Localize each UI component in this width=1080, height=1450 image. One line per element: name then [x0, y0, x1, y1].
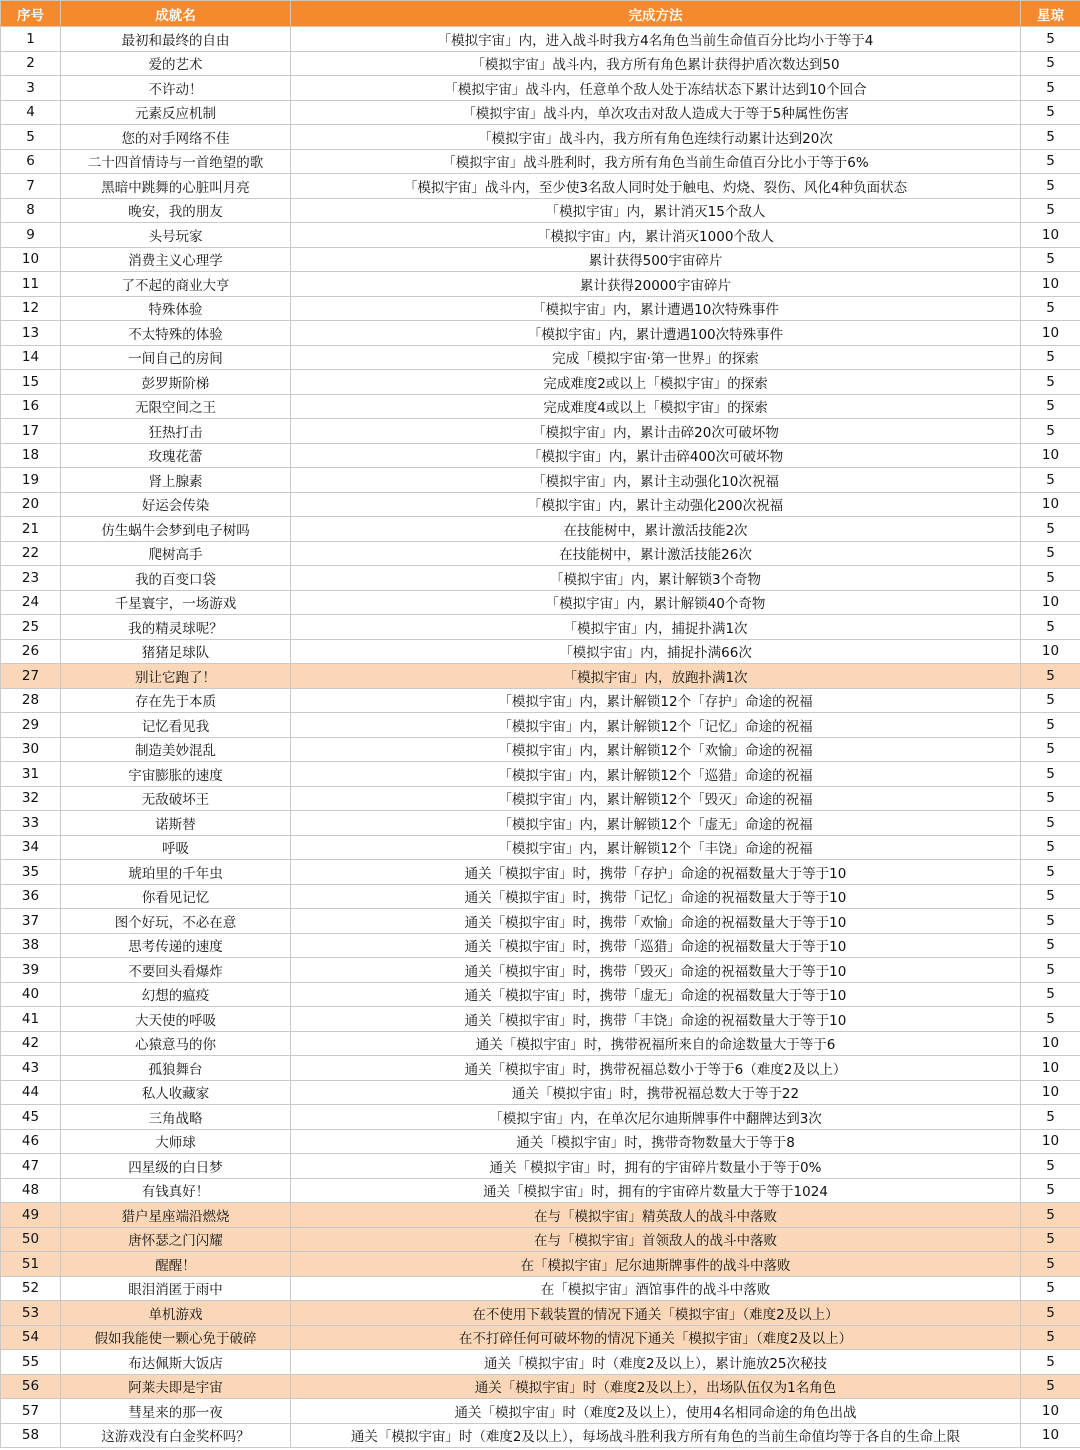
stellar-jade-reward: 10	[1021, 1031, 1080, 1056]
row-number: 56	[1, 1374, 61, 1399]
achievement-name: 这游戏没有白金奖杯吗？	[61, 1423, 291, 1448]
stellar-jade-reward: 10	[1021, 1423, 1080, 1448]
row-number: 50	[1, 1227, 61, 1252]
stellar-jade-reward: 10	[1021, 1399, 1080, 1424]
stellar-jade-reward: 5	[1021, 1252, 1080, 1277]
row-number: 28	[1, 688, 61, 713]
completion-method: 完成「模拟宇宙·第一世界」的探索	[291, 345, 1021, 370]
completion-method: 「模拟宇宙」内，累计解锁3个奇物	[291, 566, 1021, 591]
stellar-jade-reward: 5	[1021, 811, 1080, 836]
table-row	[1, 1129, 1080, 1154]
stellar-jade-reward: 5	[1021, 884, 1080, 909]
achievement-name: 头号玩家	[61, 223, 291, 248]
table-row	[1, 615, 1080, 640]
completion-method: 通关「模拟宇宙」时，携带奇物数量大于等于8	[291, 1129, 1021, 1154]
achievement-name: 不太特殊的体验	[61, 321, 291, 346]
stellar-jade-reward: 5	[1021, 296, 1080, 321]
completion-method: 完成难度2或以上「模拟宇宙」的探索	[291, 370, 1021, 395]
table-row	[1, 296, 1080, 321]
stellar-jade-reward: 5	[1021, 566, 1080, 591]
row-number: 36	[1, 884, 61, 909]
row-number: 40	[1, 982, 61, 1007]
row-number: 16	[1, 394, 61, 419]
stellar-jade-reward: 5	[1021, 1276, 1080, 1301]
completion-method: 「模拟宇宙」内，累计解锁12个「丰饶」命途的祝福	[291, 835, 1021, 860]
table-row	[1, 1007, 1080, 1032]
achievement-name: 彗星来的那一夜	[61, 1399, 291, 1424]
stellar-jade-reward: 5	[1021, 615, 1080, 640]
completion-method: 「模拟宇宙」战斗内，单次攻击对敌人造成大于等于5种属性伤害	[291, 100, 1021, 125]
table-row	[1, 713, 1080, 738]
completion-method: 通关「模拟宇宙」时（难度2及以上），使用4名相同命途的角色出战	[291, 1399, 1021, 1424]
completion-method: 「模拟宇宙」内，累计消灭1000个敌人	[291, 223, 1021, 248]
row-number: 45	[1, 1105, 61, 1130]
row-number: 51	[1, 1252, 61, 1277]
stellar-jade-reward: 10	[1021, 639, 1080, 664]
completion-method: 在技能树中，累计激活技能26次	[291, 541, 1021, 566]
completion-method: 「模拟宇宙」内，累计解锁40个奇物	[291, 590, 1021, 615]
row-number: 8	[1, 198, 61, 223]
row-number: 35	[1, 860, 61, 885]
table-row	[1, 860, 1080, 885]
achievement-name: 幻想的瘟疫	[61, 982, 291, 1007]
completion-method: 通关「模拟宇宙」时，携带祝福总数小于等于6（难度2及以上）	[291, 1056, 1021, 1081]
row-number: 48	[1, 1178, 61, 1203]
completion-method: 「模拟宇宙」内，累计主动强化10次祝福	[291, 468, 1021, 493]
row-number: 42	[1, 1031, 61, 1056]
table-row	[1, 100, 1080, 125]
completion-method: 通关「模拟宇宙」时，携带「丰饶」命途的祝福数量大于等于10	[291, 1007, 1021, 1032]
row-number: 46	[1, 1129, 61, 1154]
row-number: 6	[1, 149, 61, 174]
table-row	[1, 541, 1080, 566]
achievement-name: 彭罗斯阶梯	[61, 370, 291, 395]
completion-method: 通关「模拟宇宙」时，携带「毁灭」命途的祝福数量大于等于10	[291, 958, 1021, 983]
table-row	[1, 1252, 1080, 1277]
achievement-name: 眼泪消匿于雨中	[61, 1276, 291, 1301]
achievement-name: 唐怀瑟之门闪耀	[61, 1227, 291, 1252]
table-row	[1, 517, 1080, 542]
table-row	[1, 566, 1080, 591]
achievement-name: 四星级的白日梦	[61, 1154, 291, 1179]
table-row	[1, 51, 1080, 76]
stellar-jade-reward: 5	[1021, 737, 1080, 762]
row-number: 27	[1, 664, 61, 689]
table-row	[1, 1301, 1080, 1326]
stellar-jade-reward: 5	[1021, 125, 1080, 150]
row-number: 26	[1, 639, 61, 664]
completion-method: 通关「模拟宇宙」时，携带「存护」命途的祝福数量大于等于10	[291, 860, 1021, 885]
achievement-name: 心猿意马的你	[61, 1031, 291, 1056]
row-number: 37	[1, 909, 61, 934]
achievement-name: 不许动！	[61, 76, 291, 101]
achievement-name: 醒醒！	[61, 1252, 291, 1277]
achievement-name: 无敌破坏王	[61, 786, 291, 811]
table-row	[1, 1227, 1080, 1252]
completion-method: 通关「模拟宇宙」时，拥有的宇宙碎片数量大于等于1024	[291, 1178, 1021, 1203]
completion-method: 通关「模拟宇宙」时，携带「记忆」命途的祝福数量大于等于10	[291, 884, 1021, 909]
row-number: 34	[1, 835, 61, 860]
stellar-jade-reward: 10	[1021, 272, 1080, 297]
header-number: 序号	[1, 1, 61, 27]
achievement-name: 有钱真好！	[61, 1178, 291, 1203]
table-row	[1, 1154, 1080, 1179]
row-number: 30	[1, 737, 61, 762]
achievement-name: 您的对手网络不佳	[61, 125, 291, 150]
completion-method: 在与「模拟宇宙」首领敌人的战斗中落败	[291, 1227, 1021, 1252]
stellar-jade-reward: 5	[1021, 982, 1080, 1007]
completion-method: 「模拟宇宙」战斗内，我方所有角色连续行动累计达到20次	[291, 125, 1021, 150]
achievement-name: 琥珀里的千年虫	[61, 860, 291, 885]
completion-method: 「模拟宇宙」战斗内，任意单个敌人处于冻结状态下累计达到10个回合	[291, 76, 1021, 101]
table-row	[1, 198, 1080, 223]
table-row	[1, 419, 1080, 444]
row-number: 1	[1, 27, 61, 52]
row-number: 12	[1, 296, 61, 321]
achievement-name: 肾上腺素	[61, 468, 291, 493]
table-row	[1, 786, 1080, 811]
completion-method: 通关「模拟宇宙」时，携带「欢愉」命途的祝福数量大于等于10	[291, 909, 1021, 934]
row-number: 22	[1, 541, 61, 566]
completion-method: 通关「模拟宇宙」时（难度2及以上），每场战斗胜利我方所有角色的当前生命值均等于各自的生命上限	[291, 1423, 1021, 1448]
table-row	[1, 174, 1080, 199]
achievement-name: 黑暗中跳舞的心脏叫月亮	[61, 174, 291, 199]
completion-method: 在技能树中，累计激活技能2次	[291, 517, 1021, 542]
stellar-jade-reward: 5	[1021, 860, 1080, 885]
stellar-jade-reward: 10	[1021, 590, 1080, 615]
table-row	[1, 1325, 1080, 1350]
stellar-jade-reward: 10	[1021, 321, 1080, 346]
stellar-jade-reward: 5	[1021, 419, 1080, 444]
achievement-name: 私人收藏家	[61, 1080, 291, 1105]
completion-method: 在「模拟宇宙」尼尔迪斯牌事件的战斗中落败	[291, 1252, 1021, 1277]
completion-method: 累计获得500宇宙碎片	[291, 247, 1021, 272]
achievement-name: 我的精灵球呢？	[61, 615, 291, 640]
stellar-jade-reward: 5	[1021, 394, 1080, 419]
stellar-jade-reward: 5	[1021, 76, 1080, 101]
table-row	[1, 443, 1080, 468]
row-number: 25	[1, 615, 61, 640]
row-number: 32	[1, 786, 61, 811]
achievement-name: 不要回头看爆炸	[61, 958, 291, 983]
row-number: 29	[1, 713, 61, 738]
header-completion-method: 完成方法	[291, 1, 1021, 27]
stellar-jade-reward: 5	[1021, 345, 1080, 370]
achievement-name: 存在先于本质	[61, 688, 291, 713]
achievement-name: 布达佩斯大饭店	[61, 1350, 291, 1375]
row-number: 3	[1, 76, 61, 101]
row-number: 55	[1, 1350, 61, 1375]
table-row	[1, 492, 1080, 517]
completion-method: 「模拟宇宙」战斗内，我方所有角色累计获得护盾次数达到50	[291, 51, 1021, 76]
completion-method: 通关「模拟宇宙」时，携带「虚无」命途的祝福数量大于等于10	[291, 982, 1021, 1007]
completion-method: 通关「模拟宇宙」时，携带祝福所来自的命途数量大于等于6	[291, 1031, 1021, 1056]
achievement-name: 狂热打击	[61, 419, 291, 444]
row-number: 23	[1, 566, 61, 591]
achievement-name: 好运会传染	[61, 492, 291, 517]
stellar-jade-reward: 5	[1021, 933, 1080, 958]
table-row	[1, 909, 1080, 934]
stellar-jade-reward: 5	[1021, 1227, 1080, 1252]
table-row	[1, 737, 1080, 762]
completion-method: 「模拟宇宙」内，累计解锁12个「存护」命途的祝福	[291, 688, 1021, 713]
table-row	[1, 982, 1080, 1007]
achievement-name: 最初和最终的自由	[61, 27, 291, 52]
table-row	[1, 223, 1080, 248]
stellar-jade-reward: 5	[1021, 664, 1080, 689]
achievement-name: 千星寰宇，一场游戏	[61, 590, 291, 615]
completion-method: 「模拟宇宙」内，捕捉扑满1次	[291, 615, 1021, 640]
achievement-name: 爱的艺术	[61, 51, 291, 76]
table-row	[1, 1350, 1080, 1375]
stellar-jade-reward: 5	[1021, 541, 1080, 566]
table-row	[1, 811, 1080, 836]
table-row	[1, 1374, 1080, 1399]
row-number: 58	[1, 1423, 61, 1448]
completion-method: 在「模拟宇宙」酒馆事件的战斗中落败	[291, 1276, 1021, 1301]
table-row	[1, 125, 1080, 150]
achievement-name: 特殊体验	[61, 296, 291, 321]
header-row	[1, 1, 1080, 27]
stellar-jade-reward: 5	[1021, 1203, 1080, 1228]
table-row	[1, 468, 1080, 493]
completion-method: 「模拟宇宙」内，累计解锁12个「毁灭」命途的祝福	[291, 786, 1021, 811]
achievement-name: 玫瑰花蕾	[61, 443, 291, 468]
completion-method: 「模拟宇宙」内，累计主动强化200次祝福	[291, 492, 1021, 517]
row-number: 47	[1, 1154, 61, 1179]
completion-method: 「模拟宇宙」内，捕捉扑满66次	[291, 639, 1021, 664]
table-row	[1, 958, 1080, 983]
stellar-jade-reward: 5	[1021, 149, 1080, 174]
row-number: 5	[1, 125, 61, 150]
stellar-jade-reward: 5	[1021, 1350, 1080, 1375]
stellar-jade-reward: 10	[1021, 1129, 1080, 1154]
achievement-name: 二十四首情诗与一首绝望的歌	[61, 149, 291, 174]
row-number: 21	[1, 517, 61, 542]
stellar-jade-reward: 5	[1021, 247, 1080, 272]
stellar-jade-reward: 5	[1021, 1325, 1080, 1350]
stellar-jade-reward: 5	[1021, 1105, 1080, 1130]
row-number: 53	[1, 1301, 61, 1326]
table-row	[1, 76, 1080, 101]
table-row	[1, 27, 1080, 52]
completion-method: 「模拟宇宙」内，累计解锁12个「巡猎」命途的祝福	[291, 762, 1021, 787]
table-row	[1, 664, 1080, 689]
completion-method: 「模拟宇宙」战斗胜利时，我方所有角色当前生命值百分比小于等于6%	[291, 149, 1021, 174]
table-row	[1, 1056, 1080, 1081]
completion-method: 通关「模拟宇宙」时，携带祝福总数大于等于22	[291, 1080, 1021, 1105]
stellar-jade-reward: 5	[1021, 27, 1080, 52]
achievement-name: 宇宙膨胀的速度	[61, 762, 291, 787]
stellar-jade-reward: 5	[1021, 786, 1080, 811]
table-row	[1, 590, 1080, 615]
achievement-name: 消费主义心理学	[61, 247, 291, 272]
completion-method: 累计获得20000宇宙碎片	[291, 272, 1021, 297]
row-number: 4	[1, 100, 61, 125]
achievement-name: 无限空间之王	[61, 394, 291, 419]
row-number: 2	[1, 51, 61, 76]
stellar-jade-reward: 5	[1021, 468, 1080, 493]
stellar-jade-reward: 10	[1021, 443, 1080, 468]
completion-method: 通关「模拟宇宙」时，拥有的宇宙碎片数量小于等于0%	[291, 1154, 1021, 1179]
completion-method: 「模拟宇宙」内，累计遭遇10次特殊事件	[291, 296, 1021, 321]
row-number: 39	[1, 958, 61, 983]
achievement-name: 单机游戏	[61, 1301, 291, 1326]
row-number: 11	[1, 272, 61, 297]
table-row	[1, 1031, 1080, 1056]
row-number: 19	[1, 468, 61, 493]
stellar-jade-reward: 5	[1021, 713, 1080, 738]
achievement-name: 了不起的商业大亨	[61, 272, 291, 297]
achievement-name: 大天使的呼吸	[61, 1007, 291, 1032]
row-number: 10	[1, 247, 61, 272]
row-number: 33	[1, 811, 61, 836]
achievement-name: 爬树高手	[61, 541, 291, 566]
table-row	[1, 835, 1080, 860]
row-number: 57	[1, 1399, 61, 1424]
row-number: 43	[1, 1056, 61, 1081]
achievement-name: 一间自己的房间	[61, 345, 291, 370]
completion-method: 「模拟宇宙」内，在单次尼尔迪斯牌事件中翻牌达到3次	[291, 1105, 1021, 1130]
row-number: 17	[1, 419, 61, 444]
completion-method: 「模拟宇宙」战斗内，至少使3名敌人同时处于触电、灼烧、裂伤、风化4种负面状态	[291, 174, 1021, 199]
stellar-jade-reward: 5	[1021, 1374, 1080, 1399]
stellar-jade-reward: 5	[1021, 835, 1080, 860]
row-number: 24	[1, 590, 61, 615]
table-row	[1, 884, 1080, 909]
achievement-name: 思考传递的速度	[61, 933, 291, 958]
row-number: 9	[1, 223, 61, 248]
table-row	[1, 1276, 1080, 1301]
achievement-name: 我的百变口袋	[61, 566, 291, 591]
table-row	[1, 688, 1080, 713]
stellar-jade-reward: 5	[1021, 1007, 1080, 1032]
table-row	[1, 1399, 1080, 1424]
table-row	[1, 272, 1080, 297]
stellar-jade-reward: 5	[1021, 688, 1080, 713]
completion-method: 「模拟宇宙」内，累计解锁12个「欢愉」命途的祝福	[291, 737, 1021, 762]
stellar-jade-reward: 5	[1021, 100, 1080, 125]
achievement-name: 假如我能使一颗心免于破碎	[61, 1325, 291, 1350]
table-row	[1, 149, 1080, 174]
stellar-jade-reward: 5	[1021, 198, 1080, 223]
row-number: 49	[1, 1203, 61, 1228]
completion-method: 「模拟宇宙」内，进入战斗时我方4名角色当前生命值百分比均小于等于4	[291, 27, 1021, 52]
header-achievement-name: 成就名	[61, 1, 291, 27]
table-row	[1, 394, 1080, 419]
stellar-jade-reward: 5	[1021, 1301, 1080, 1326]
header-stellar-jade: 星琼	[1021, 1, 1080, 27]
completion-method: 「模拟宇宙」内，放跑扑满1次	[291, 664, 1021, 689]
completion-method: 通关「模拟宇宙」时（难度2及以上），出场队伍仅为1名角色	[291, 1374, 1021, 1399]
achievement-name: 猪猪足球队	[61, 639, 291, 664]
stellar-jade-reward: 5	[1021, 909, 1080, 934]
stellar-jade-reward: 5	[1021, 762, 1080, 787]
table-row	[1, 321, 1080, 346]
completion-method: 在不打碎任何可破坏物的情况下通关「模拟宇宙」（难度2及以上）	[291, 1325, 1021, 1350]
achievement-name: 三角战略	[61, 1105, 291, 1130]
row-number: 7	[1, 174, 61, 199]
completion-method: 「模拟宇宙」内，累计解锁12个「虚无」命途的祝福	[291, 811, 1021, 836]
table-row	[1, 933, 1080, 958]
row-number: 18	[1, 443, 61, 468]
stellar-jade-reward: 5	[1021, 51, 1080, 76]
completion-method: 「模拟宇宙」内，累计解锁12个「记忆」命途的祝福	[291, 713, 1021, 738]
stellar-jade-reward: 5	[1021, 174, 1080, 199]
row-number: 38	[1, 933, 61, 958]
table-row	[1, 1080, 1080, 1105]
achievement-name: 猎户星座端沿燃烧	[61, 1203, 291, 1228]
stellar-jade-reward: 10	[1021, 1080, 1080, 1105]
row-number: 13	[1, 321, 61, 346]
completion-method: 在与「模拟宇宙」精英敌人的战斗中落败	[291, 1203, 1021, 1228]
achievement-name: 晚安，我的朋友	[61, 198, 291, 223]
row-number: 54	[1, 1325, 61, 1350]
row-number: 20	[1, 492, 61, 517]
stellar-jade-reward: 10	[1021, 1056, 1080, 1081]
table-row	[1, 1105, 1080, 1130]
completion-method: 完成难度4或以上「模拟宇宙」的探索	[291, 394, 1021, 419]
table-row	[1, 1178, 1080, 1203]
stellar-jade-reward: 5	[1021, 370, 1080, 395]
completion-method: 通关「模拟宇宙」时，携带「巡猎」命途的祝福数量大于等于10	[291, 933, 1021, 958]
achievement-name: 诺斯替	[61, 811, 291, 836]
achievement-name: 元素反应机制	[61, 100, 291, 125]
table-row	[1, 247, 1080, 272]
achievement-name: 记忆看见我	[61, 713, 291, 738]
stellar-jade-reward: 10	[1021, 223, 1080, 248]
achievement-name: 大师球	[61, 1129, 291, 1154]
row-number: 15	[1, 370, 61, 395]
completion-method: 「模拟宇宙」内，累计击碎20次可破坏物	[291, 419, 1021, 444]
completion-method: 通关「模拟宇宙」时（难度2及以上），累计施放25次秘技	[291, 1350, 1021, 1375]
table-row	[1, 762, 1080, 787]
achievement-name: 呼吸	[61, 835, 291, 860]
row-number: 41	[1, 1007, 61, 1032]
completion-method: 「模拟宇宙」内，累计遭遇100次特殊事件	[291, 321, 1021, 346]
table-row	[1, 639, 1080, 664]
completion-method: 在不使用下载装置的情况下通关「模拟宇宙」（难度2及以上）	[291, 1301, 1021, 1326]
table-row	[1, 1203, 1080, 1228]
table-body	[1, 27, 1080, 1448]
stellar-jade-reward: 5	[1021, 1178, 1080, 1203]
row-number: 14	[1, 345, 61, 370]
achievement-name: 你看见记忆	[61, 884, 291, 909]
achievement-name: 孤狼舞台	[61, 1056, 291, 1081]
completion-method: 「模拟宇宙」内，累计击碎400次可破坏物	[291, 443, 1021, 468]
row-number: 52	[1, 1276, 61, 1301]
stellar-jade-reward: 5	[1021, 517, 1080, 542]
stellar-jade-reward: 5	[1021, 1154, 1080, 1179]
achievement-name: 别让它跑了！	[61, 664, 291, 689]
table-row	[1, 345, 1080, 370]
achievement-name: 仿生蜗牛会梦到电子树吗	[61, 517, 291, 542]
achievement-name: 阿莱夫即是宇宙	[61, 1374, 291, 1399]
table-row	[1, 1423, 1080, 1448]
row-number: 31	[1, 762, 61, 787]
achievement-name: 制造美妙混乱	[61, 737, 291, 762]
stellar-jade-reward: 5	[1021, 958, 1080, 983]
completion-method: 「模拟宇宙」内，累计消灭15个敌人	[291, 198, 1021, 223]
table-row	[1, 370, 1080, 395]
row-number: 44	[1, 1080, 61, 1105]
stellar-jade-reward: 10	[1021, 492, 1080, 517]
achievement-name: 图个好玩，不必在意	[61, 909, 291, 934]
